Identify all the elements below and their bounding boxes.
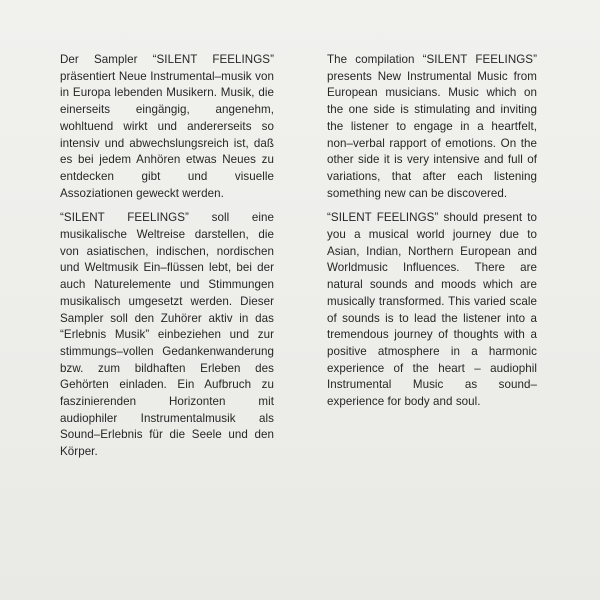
german-paragraph-2: “SILENT FEELINGS” soll eine musikalische Weltreise darstellen, die von asiatischen, indischen, nordischen und Weltmusik Ein–flüssen lebt, bei der auch Naturelemente und Stimmungen musikalisch umgesetzt werden. Dieser Sampler soll den Zuhörer aktiv in das “Erlebnis Musik” einbeziehen und zur stimmungs–vollen Gedankenwanderung bzw. zum bildhaften Erleben des Gehörten einladen. Ein Aufbruch zu faszinierenden Horizonten mit audiophiler Instrumentalmusik als Sound–Erlebnis für die Seele und den Körper. bbox=[60, 211, 274, 459]
german-text-column bbox=[60, 52, 274, 461]
english-text-column bbox=[327, 52, 537, 411]
english-paragraph-2: “SILENT FEELINGS” should present to you a musical world journey due to Asian, Indian, Northern European and Worldmusic Influences. There are natural sounds and moods which are musically transformed. This varied scale of sounds is to lead the listener into a tremendous journey of thoughts with a positive atmosphere in a harmonic experience of the heart – audiophil Instrumental Music as sound–experience for body and soul. bbox=[327, 211, 537, 409]
english-paragraph-1: The compilation “SILENT FEELINGS” presents New Instrumental Music from European musicians. Music which on the one side is stimulating and inviting the listener to engage in a heartfelt, non–verbal rapport of emotions. On the other side it is very intensive and full of variations, that after each listening something new can be discovered. bbox=[327, 53, 537, 200]
german-paragraph-1: Der Sampler “SILENT FEELINGS” präsentiert Neue Instrumental–musik von in Europa lebenden Musikern. Musik, die einerseits eingängig, angenehm, wohltuend wirkt und andererseits so intensiv und abwechslungsreich ist, daß es bei jedem Anhören etwas Neues zu entdecken gibt und visuelle Assoziationen geweckt werden. bbox=[60, 53, 274, 200]
